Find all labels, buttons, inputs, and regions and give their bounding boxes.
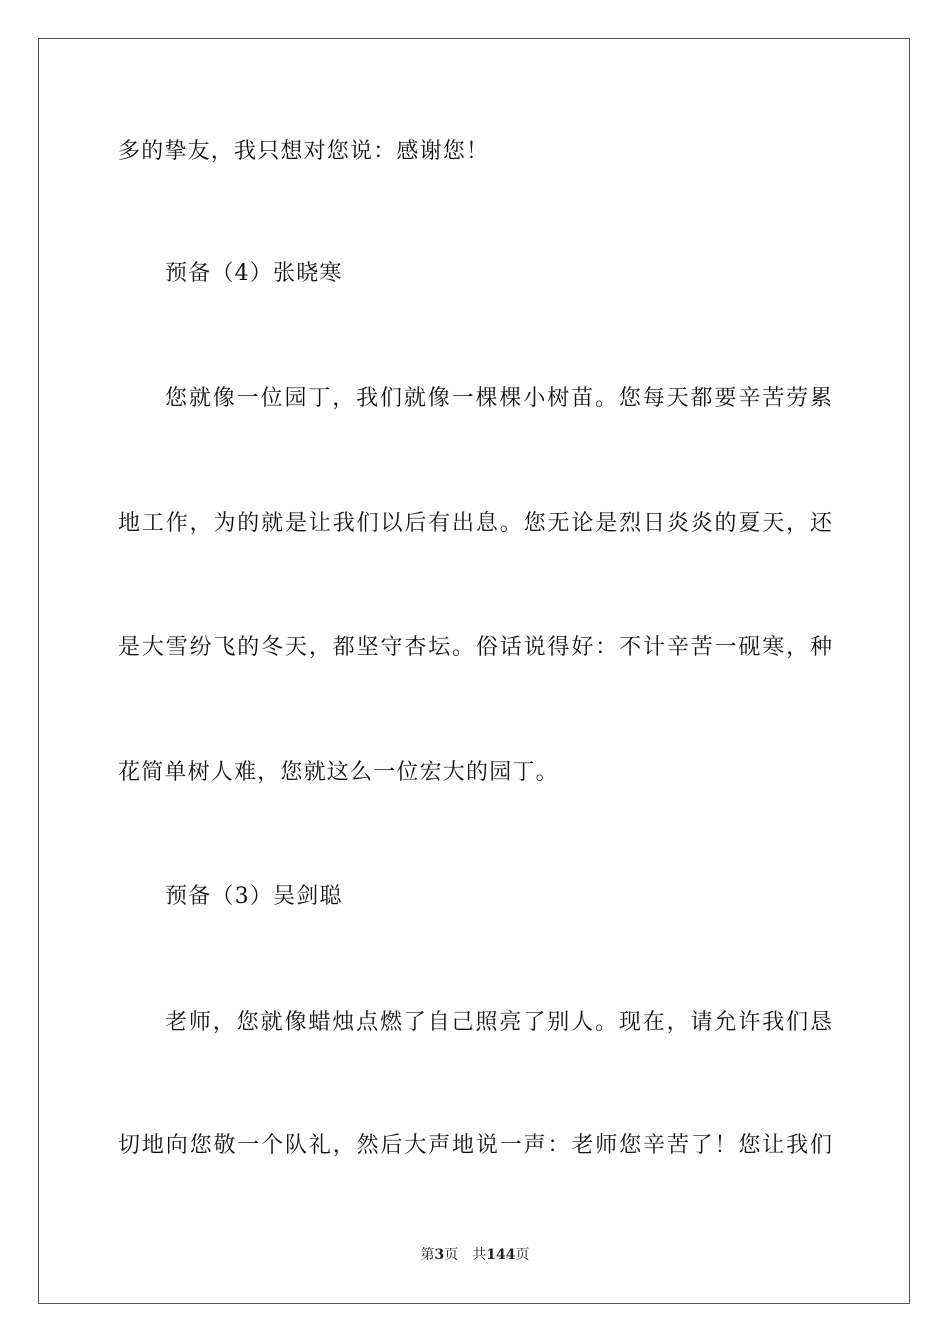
body-text-line: 地工作，为的就是让我们以后有出息。您无论是烈日炎炎的夏天，还 bbox=[118, 511, 832, 536]
total-prefix: 共 bbox=[472, 1247, 487, 1263]
author-heading: 预备（3）吴剑聪 bbox=[165, 884, 343, 909]
page-frame bbox=[38, 38, 910, 1304]
body-text-line: 多的挚友，我只想对您说：感谢您！ bbox=[118, 139, 490, 164]
body-text-line: 是大雪纷飞的冬天，都坚守杏坛。俗话说得好：不计辛苦一砚寒，种 bbox=[118, 635, 832, 660]
page-footer bbox=[0, 1246, 950, 1264]
total-pages: 144 bbox=[486, 1247, 516, 1263]
page-number: 3 bbox=[434, 1247, 445, 1263]
total-suffix: 页 bbox=[515, 1247, 530, 1263]
body-text-line: 您就像一位园丁，我们就像一棵棵小树苗。您每天都要辛苦劳累 bbox=[165, 386, 832, 411]
author-heading: 预备（4）张晓寒 bbox=[165, 261, 343, 286]
body-text-line: 切地向您敬一个队礼，然后大声地说一声：老师您辛苦了！您让我们 bbox=[118, 1133, 832, 1158]
page-suffix: 页 bbox=[444, 1247, 459, 1263]
body-text-line: 老师，您就像蜡烛点燃了自己照亮了别人。现在，请允许我们恳 bbox=[165, 1010, 832, 1035]
body-text-line: 花简单树人难，您就这么一位宏大的园丁。 bbox=[118, 760, 559, 785]
page-prefix: 第 bbox=[420, 1247, 435, 1263]
